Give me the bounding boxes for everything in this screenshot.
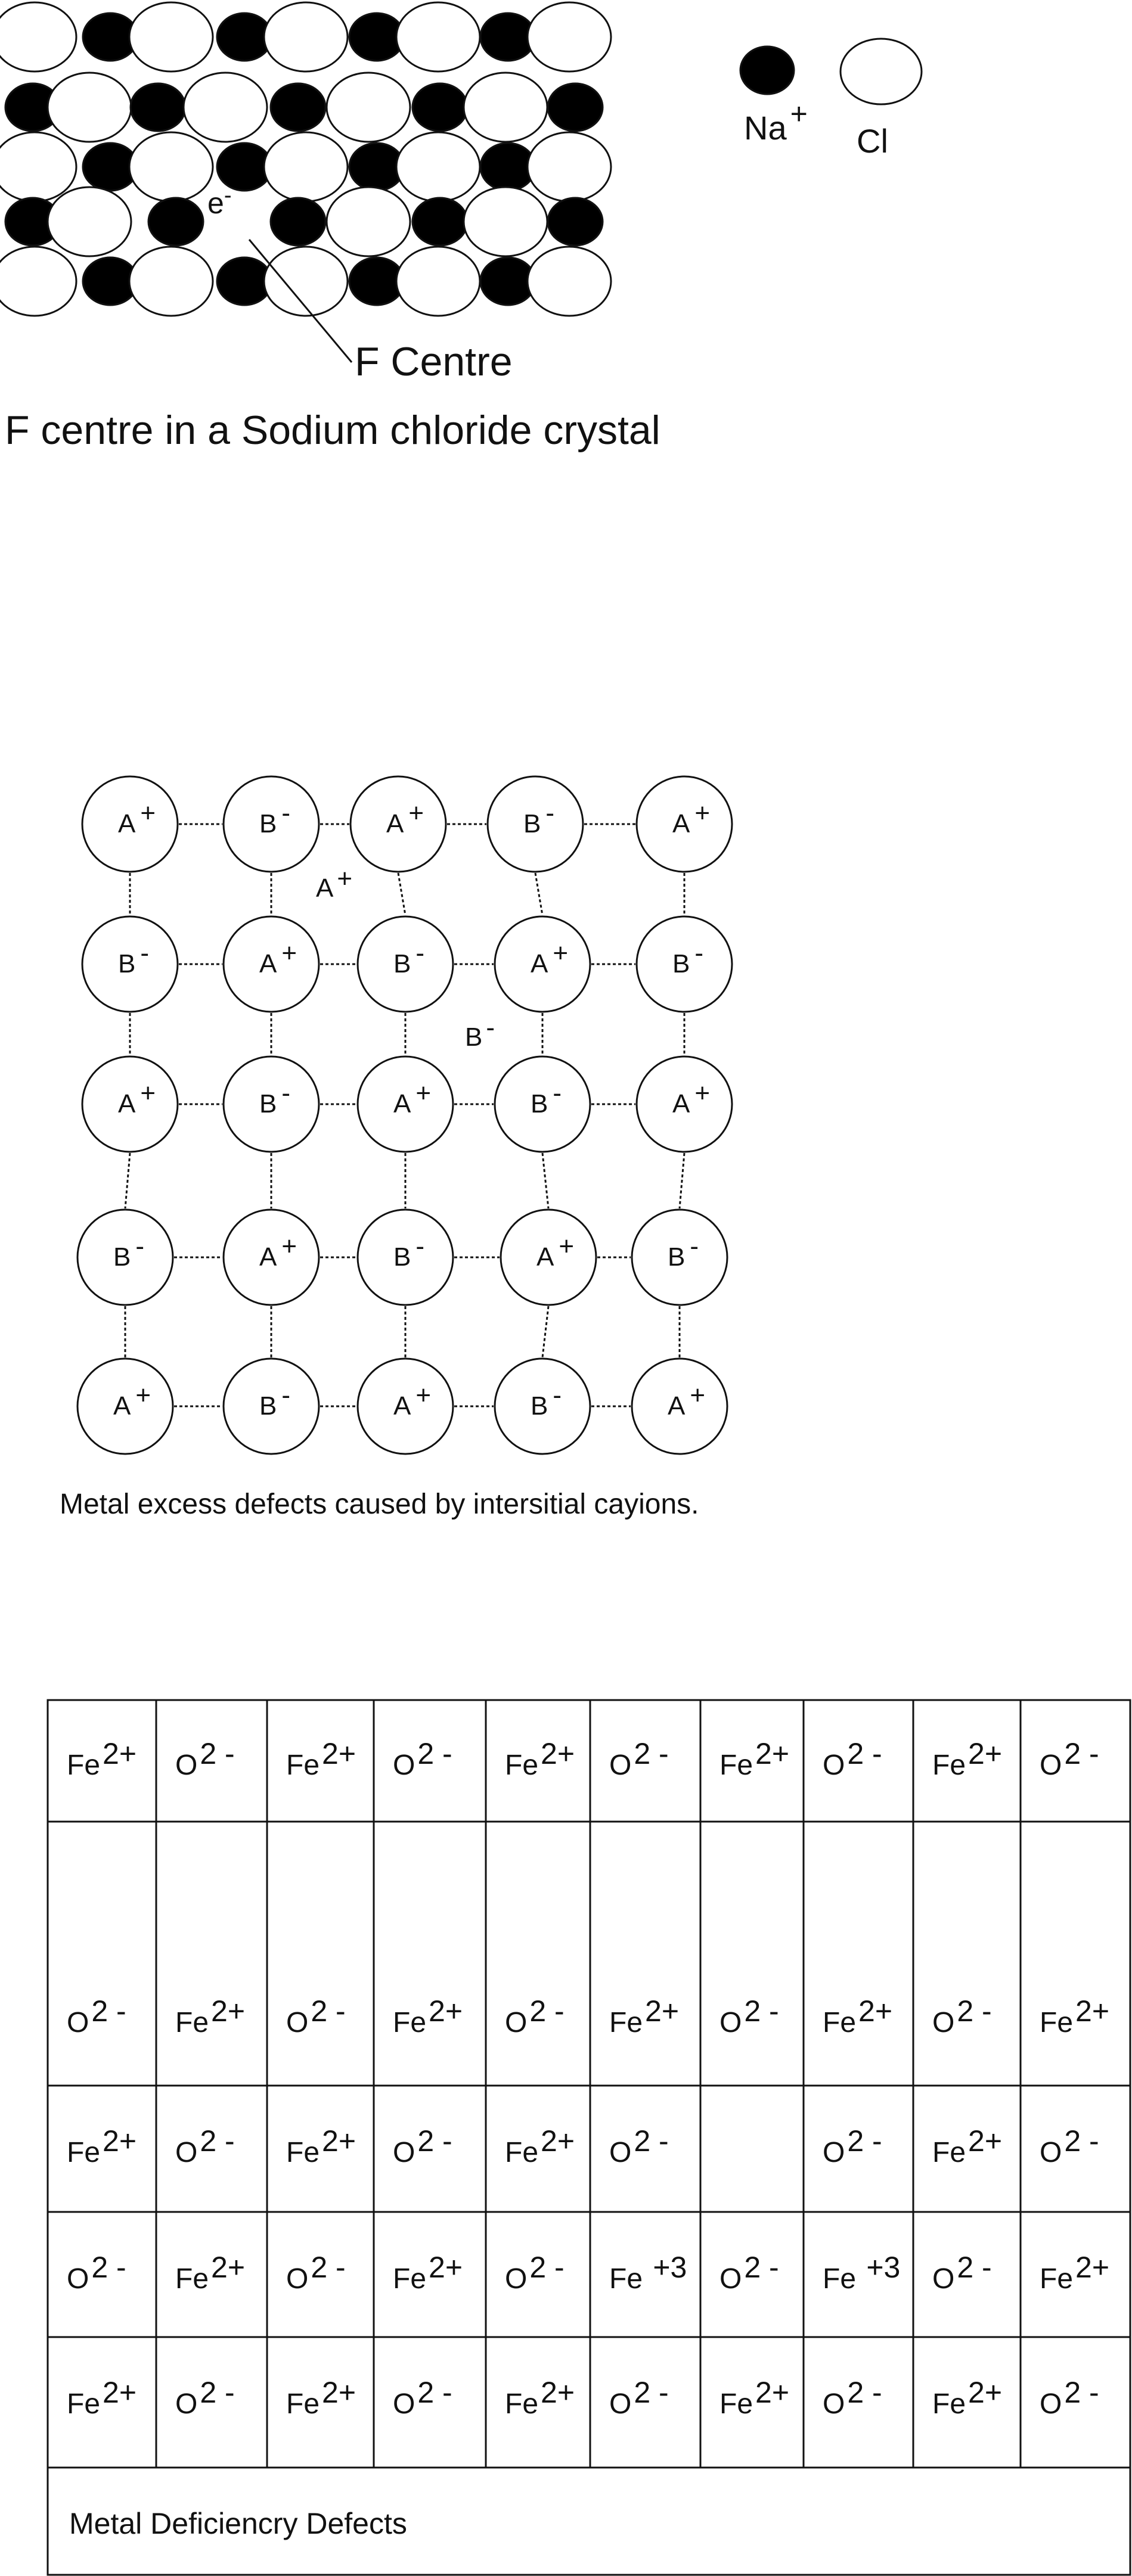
na-ion bbox=[413, 83, 467, 131]
table-cell-ion: O2 - bbox=[932, 2251, 992, 2295]
na-ion bbox=[271, 83, 325, 131]
cl-ion bbox=[184, 73, 267, 142]
table-cell-ion: O2 - bbox=[1040, 2124, 1099, 2168]
lattice-ion-label: B - bbox=[259, 798, 291, 838]
table-cell-ion: O2 - bbox=[505, 2251, 565, 2295]
table-cell-ion: O2 - bbox=[67, 1994, 126, 2039]
lattice-ion-label: A + bbox=[536, 1232, 575, 1272]
table-cell-ion: Fe2+ bbox=[932, 2376, 1003, 2420]
lattice-ion-label: B - bbox=[672, 939, 704, 978]
table-cell-ion: O2 - bbox=[823, 2376, 882, 2420]
lattice-bond bbox=[542, 1306, 548, 1357]
cl-ion bbox=[396, 247, 480, 316]
lattice-ion-label: A + bbox=[259, 1232, 297, 1272]
table-cell-ion: Fe2+ bbox=[175, 2251, 246, 2295]
table-cell-ion: Fe2+ bbox=[67, 1737, 137, 1781]
lattice-ion-label: B - bbox=[668, 1232, 699, 1272]
table-cell-ion: O2 - bbox=[823, 1737, 882, 1781]
table-cell-ion: Fe2+ bbox=[505, 1737, 575, 1781]
table-cell-ion: Fe2+ bbox=[719, 1737, 790, 1781]
cl-ion bbox=[528, 247, 611, 316]
table-cell-ion: O2 - bbox=[719, 1994, 779, 2039]
table-cell-ion: O2 - bbox=[175, 1737, 235, 1781]
table-cell-ion: O2 - bbox=[1040, 1737, 1099, 1781]
lattice-bond bbox=[542, 1153, 548, 1208]
cl-ion bbox=[0, 2, 76, 72]
lattice-ion-label: A + bbox=[393, 1381, 432, 1421]
table-cell-ion: Fe2+ bbox=[823, 1994, 893, 2039]
cl-ion bbox=[528, 132, 611, 201]
table-cell-ion: Fe2+ bbox=[67, 2376, 137, 2420]
cl-ion bbox=[464, 73, 547, 142]
cl-ion bbox=[48, 187, 131, 256]
table-cell-ion: Fe2+ bbox=[393, 2251, 463, 2295]
table-cell-ion: Fe2+ bbox=[505, 2376, 575, 2420]
f-centre-label: F Centre bbox=[355, 339, 513, 384]
table-cell-ion: Fe2+ bbox=[286, 2376, 356, 2420]
nacl-caption: F centre in a Sodium chloride crystal bbox=[5, 408, 660, 453]
lattice-bond bbox=[680, 1153, 684, 1208]
legend-cl-label: Cl bbox=[857, 122, 888, 160]
legend-na-label: Na + bbox=[744, 97, 808, 147]
table-cell-ion: O2 - bbox=[286, 2251, 346, 2295]
table-cell-ion: Fe2+ bbox=[67, 2124, 137, 2168]
na-ion bbox=[131, 83, 185, 131]
lattice-ion-label: A + bbox=[118, 798, 156, 838]
cl-ion bbox=[528, 2, 611, 72]
deficiency-caption: Metal Deficiencry Defects bbox=[69, 2507, 407, 2540]
interstitial-anion: B - bbox=[465, 1013, 495, 1052]
cl-ion bbox=[0, 247, 76, 316]
electron-label: e- bbox=[207, 183, 232, 220]
na-ion bbox=[271, 198, 325, 246]
cl-ion bbox=[464, 187, 547, 256]
cl-ion bbox=[264, 247, 348, 316]
cl-ion bbox=[327, 187, 410, 256]
na-ion bbox=[413, 198, 467, 246]
table-cell-ion: Fe2+ bbox=[286, 2124, 356, 2168]
lattice-ion-label: A + bbox=[672, 1079, 711, 1118]
na-ion bbox=[548, 198, 603, 246]
table-cell-ion: O2 - bbox=[175, 2124, 235, 2168]
lattice-ion-label: B - bbox=[393, 939, 425, 978]
lattice-ion-label: B - bbox=[259, 1381, 291, 1421]
table-cell-ion: Fe +3 bbox=[823, 2251, 901, 2295]
cl-ion bbox=[0, 132, 76, 201]
lattice-ion-label: A + bbox=[672, 798, 711, 838]
lattice-ion-label: A + bbox=[386, 798, 424, 838]
lattice-ion-label: B - bbox=[393, 1232, 425, 1272]
table-cell-ion: O2 - bbox=[823, 2124, 882, 2168]
table-cell-ion: O2 - bbox=[1040, 2376, 1099, 2420]
table-cell-ion: O2 - bbox=[286, 1994, 346, 2039]
cl-ion bbox=[396, 2, 480, 72]
lattice-ion-label: B - bbox=[118, 939, 150, 978]
lattice-ion-label: B - bbox=[523, 798, 555, 838]
lattice-ion-label: A + bbox=[118, 1079, 156, 1118]
lattice-ion-label: A + bbox=[531, 939, 569, 978]
na-ion bbox=[148, 198, 203, 246]
table-cell-ion: Fe +3 bbox=[609, 2251, 687, 2295]
nacl-lattice bbox=[0, 2, 611, 316]
table-cell-ion: Fe2+ bbox=[286, 1737, 356, 1781]
legend-cl-ion bbox=[841, 39, 922, 104]
table-cell-ion: O2 - bbox=[175, 2376, 235, 2420]
cl-ion bbox=[264, 2, 348, 72]
table-cell-ion: Fe2+ bbox=[1040, 2251, 1110, 2295]
lattice-ion-label: A + bbox=[259, 939, 297, 978]
lattice-bond bbox=[125, 1153, 130, 1208]
cl-ion bbox=[327, 73, 410, 142]
lattice-ion-label: B - bbox=[113, 1232, 145, 1272]
cl-ion bbox=[264, 132, 348, 201]
table-cell-ion: Fe2+ bbox=[609, 1994, 680, 2039]
cl-ion bbox=[129, 132, 213, 201]
table-cell-ion: Fe2+ bbox=[719, 2376, 790, 2420]
lattice-ion-label: B - bbox=[531, 1079, 562, 1118]
ionic-lattice bbox=[77, 776, 732, 1454]
cl-ion bbox=[48, 73, 131, 142]
table-cell-ion: O2 - bbox=[393, 2376, 452, 2420]
lattice-ion-label: B - bbox=[531, 1381, 562, 1421]
na-ion bbox=[548, 83, 603, 131]
table-cell-ion: Fe2+ bbox=[393, 1994, 463, 2039]
legend bbox=[740, 39, 922, 160]
lattice-bond bbox=[535, 873, 542, 915]
table-cell-ion: O2 - bbox=[609, 2376, 669, 2420]
legend-na-ion bbox=[740, 46, 794, 94]
table-cell-ion: O2 - bbox=[393, 1737, 452, 1781]
lattice-ion-label: A + bbox=[668, 1381, 706, 1421]
table-cell-ion: Fe2+ bbox=[175, 1994, 246, 2039]
table-cell-ion: O2 - bbox=[719, 2251, 779, 2295]
cl-ion bbox=[129, 2, 213, 72]
table-cell-ion: Fe2+ bbox=[1040, 1994, 1110, 2039]
cl-ion bbox=[396, 132, 480, 201]
cl-ion bbox=[129, 247, 213, 316]
deficiency-table bbox=[48, 1700, 1130, 2575]
table-cell-ion: O2 - bbox=[393, 2124, 452, 2168]
table-cell-ion: O2 - bbox=[932, 1994, 992, 2039]
interstitial-caption: Metal excess defects caused by intersitial cayions. bbox=[60, 1489, 699, 1520]
table-cell-ion: Fe2+ bbox=[932, 2124, 1003, 2168]
lattice-ion-label: A + bbox=[393, 1079, 432, 1118]
table-cell-ion: O2 - bbox=[505, 1994, 565, 2039]
interstitial-cation: A + bbox=[316, 864, 353, 903]
table-cell-ion: O2 - bbox=[67, 2251, 126, 2295]
table-cell-ion: Fe2+ bbox=[932, 1737, 1003, 1781]
lattice-ion-label: B - bbox=[259, 1079, 291, 1118]
table-cell-ion: O2 - bbox=[609, 2124, 669, 2168]
table-cell-ion: O2 - bbox=[609, 1737, 669, 1781]
lattice-bond bbox=[398, 873, 405, 915]
table-cell-ion: Fe2+ bbox=[505, 2124, 575, 2168]
lattice-ion-label: A + bbox=[113, 1381, 151, 1421]
